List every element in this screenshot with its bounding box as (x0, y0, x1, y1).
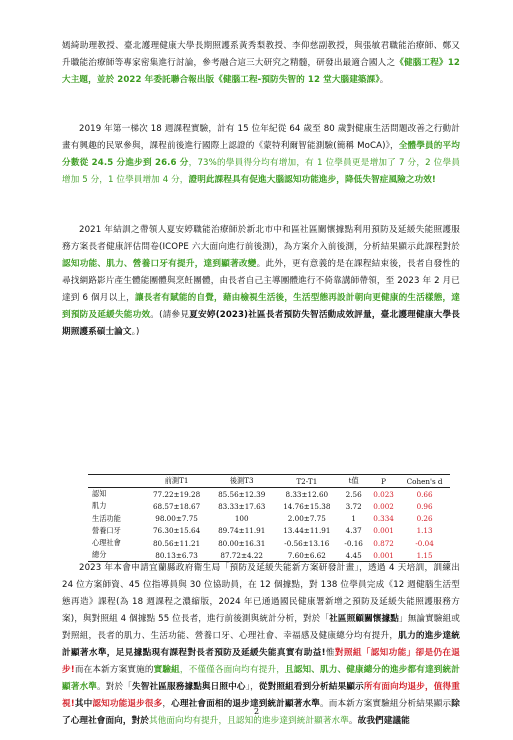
table-cell: 認知 (92, 489, 107, 499)
table-cell: 1.15 (416, 550, 433, 560)
table-row (88, 513, 450, 525)
table-cell: 2.00±7.75 (287, 514, 326, 524)
table-cell: 85.56±12.39 (218, 489, 266, 499)
table-cell: 0.334 (373, 514, 394, 524)
table-cell: 1.13 (416, 526, 433, 536)
table-cell: 1 (351, 514, 356, 524)
table-cell: 7.60±6.62 (287, 550, 326, 560)
table-row (88, 500, 450, 512)
table-cell: 80.00±16.31 (218, 538, 266, 548)
table-cell: -0.04 (415, 538, 434, 548)
table-cell: 4.37 (345, 526, 362, 536)
table-cell: 0.66 (416, 489, 433, 499)
table-cell: 4.45 (345, 550, 362, 560)
table-cell: 2.56 (345, 489, 362, 499)
table-cell: 肌力 (92, 501, 107, 511)
table-header-cell: P (381, 476, 386, 486)
results-table (88, 474, 450, 562)
table-cell: 3.72 (345, 501, 362, 511)
table-cell: -0.16 (344, 538, 363, 548)
table-row (88, 537, 450, 549)
table-cell: 89.74±11.91 (218, 526, 266, 536)
table-cell: 87.72±4.22 (220, 550, 263, 560)
page-number: 2 (253, 707, 260, 716)
paragraph-2021-icope: 2021 年結訓之帶領人夏安婷職能治療師於新北市中和區社區關懷據點利用預防及延緩失能照護服務方案長者健康評估問卷(ICOPE 六大面向進行前後測)，為方案介入前後測，分析結果顯示此課程對於認知功能、肌力、營養口牙有提升，達到顯著改變。此外，更有意義的是在課程結束後，長者自發性的尋找網路影片產生體能團體與烹飪團體，由長者自己主導團體進行不倚靠講師帶領，至 2023 年 2 月已達到 6 個月以上，讓長者有賦能的自覺，藉由檢視生活後，生活型態再設計朝向更健康的生活樣態，達到預防及延緩失能功效。(請參見夏安婷(2023)社區長者預防失智活動成效評量，臺北護理健康大學長期照護系碩士論文。) (62, 225, 460, 337)
paragraph-2023-yilan: 2023 年本會申請宜蘭縣政府衛生局「預防及延緩失能新方案研發計畫」，透過 4 天培訓，訓練出 24 位方案師資、45 位指導員與 30 位協助員，在 12 個據點，對 138 位學員完成《12 週健腦生活型態再造》課程(為 18 週課程之濃縮版，2024 年已通過國民健康署新增之預防及延緩失能照護服務方案)，與對照組 4 個據點 55 位長者，進行前後測與統計分析，對於「社區照顧關懷據點」無論實驗組或對照組，長者的肌力、生活功能、營養口牙、心理社會、幸福感及健康總分均有提升，肌力的進步達統計顯著水準，足見據點現有課程對長者預防及延緩失能真實有助益!惟對照組「認知功能」卻是仍在退步!而在本新方案實施的實驗組，不僅僅各面向均有提升，且認知、肌力、健康總分的進步都有達到統計顯著水準。對於「失智社區服務據點與日照中心」，從對照組看到分析結果顯示所有面向均退步，值得重視!其中認知功能退步很多，心理社會面相的退步達到統計顯著水準。而本新方案實驗組分析結果顯示除了心理社會面向，對於其他面向均有提升，且認知的進步達到統計顯著水準。故我們建議能 (62, 563, 461, 726)
table-row (88, 525, 450, 537)
table-cell: 80.13±6.73 (155, 550, 198, 560)
table-header-cell: t值 (348, 476, 359, 486)
table-cell: 生活功能 (92, 513, 121, 523)
table-cell: 0.96 (416, 501, 433, 511)
paragraph-collaboration: 嫣綺助理教授、臺北護理健康大學長期照護系黃秀梨教授、李仰慈副教授，與張敏君職能治療師、鄭又升職能治療師等專家密集進行討論，參考融合這三大研究之精髓，研發出最適合國人之《健腦工程》12 大主題，並於 2022 年委託聯合報出版《健腦工程-預防失智的 12 堂大腦建築課》。 (62, 41, 460, 85)
table-cell: 0.001 (373, 550, 394, 560)
table-cell: 68.57±18.67 (152, 501, 201, 511)
table-cell: 100 (234, 514, 249, 524)
paragraph-2019-experiment: 2019 年第一梯次 18 週課程實驗，計有 15 位年紀從 64 歲至 80 歲對健康生活問題改善之行動計畫有興趣的民眾參與，課程前後進行國際上認證的《蒙特利爾智能測驗(簡稱 MoCA)》，全體學員的平均分數從 24.5 分進步到 26.6 分，73%的學員得分均有增加，有 1 位學員更是增加了 7 分，2 位學員增加 5 分，1 位學員增加 4 分，證明此課程具有促進大腦認知功能進步，降低失智症風險之功效! (62, 124, 461, 185)
table-cell: 14.76±15.38 (283, 501, 331, 511)
table-cell: 心理社會 (92, 538, 121, 548)
table-header-cell: 前測T1 (164, 476, 189, 486)
table-cell: 77.22±19.28 (152, 489, 201, 499)
table-cell: 76.30±15.64 (152, 526, 201, 536)
table-cell: 98.00±7.75 (155, 514, 198, 524)
table-cell: 營養口牙 (92, 525, 121, 535)
table-cell: 8.33±12.60 (285, 489, 329, 499)
table-header-cell: 後測T3 (229, 476, 254, 486)
table-header-row (88, 475, 450, 488)
table-cell: 0.001 (373, 526, 394, 536)
table-header-cell: Cohen's d (406, 476, 443, 486)
table-header-cell (88, 475, 144, 488)
table-row (88, 488, 450, 501)
table-cell: 總分 (92, 550, 107, 560)
table-cell: 0.26 (416, 514, 433, 524)
table-cell: 80.56±11.21 (152, 538, 201, 548)
table-cell: 0.002 (373, 501, 394, 511)
table-cell: 0.872 (373, 538, 394, 548)
table-cell: 13.44±11.91 (283, 526, 331, 536)
table-header-cell: T2-T1 (296, 476, 318, 486)
table-cell: -0.56±13.16 (284, 538, 330, 548)
table-cell: 0.023 (373, 489, 394, 499)
table-cell: 83.33±17.63 (218, 501, 266, 511)
